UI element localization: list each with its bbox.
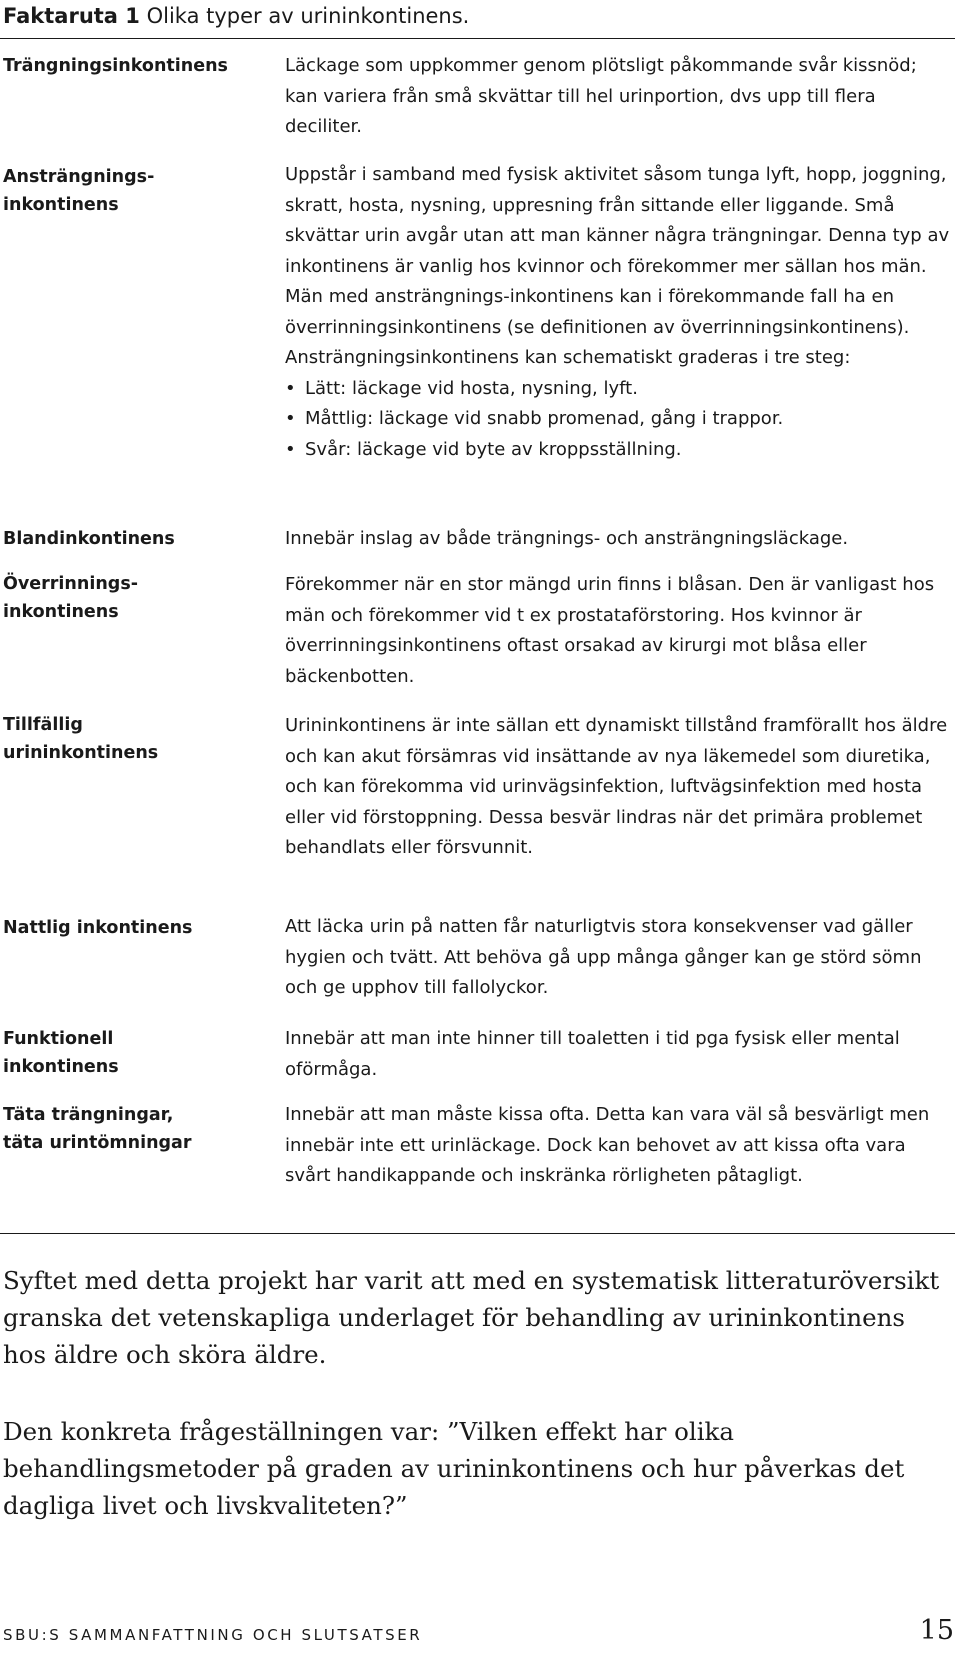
definition-paragraph: Innebär att man inte hinner till toaletten i tid pga fysisk eller mental oförmåga. xyxy=(285,1028,900,1080)
factbox-title xyxy=(3,2,469,30)
factbox-label: Faktaruta 1 xyxy=(3,4,140,28)
term-tillfallig-urininkontinens: Tillfällig urininkontinens xyxy=(3,715,159,763)
definition-funktionell-inkontinens xyxy=(285,1024,955,1085)
definition-trangningsinkontinens xyxy=(285,51,955,143)
definition-paragraph: Urininkontinens är inte sällan ett dynamiskt tillstånd framförallt hos äldre och kan akut försämras vid insättande av nya läkemedel som diuretika, och kan förekomma vid urinvägsinfektion, luftvägsinfektion med hosta eller vid förstoppning. Dessa besvär lindras när det primära problemet behandlats eller försvunnit. xyxy=(285,715,948,858)
definition-nattlig-inkontinens xyxy=(285,912,955,1004)
definition-tillfallig-urininkontinens xyxy=(285,711,955,864)
definition-paragraph: Innebär att man måste kissa ofta. Detta kan vara väl så besvärligt men innebär inte ett urinläckage. Dock kan behovet av att kissa ofta vara svårt handikappande och inskränka rörligheten påtagligt. xyxy=(285,1104,930,1186)
definition-blandinkontinens xyxy=(285,524,955,555)
definition-paragraph: Läckage som uppkommer genom plötsligt påkommande svår kissnöd; kan variera från små skvättar till hel urinportion, dvs upp till flera deciliter. xyxy=(285,55,917,137)
bullet-text: Lätt: läckage vid hosta, nysning, lyft. xyxy=(305,377,638,399)
title-rule xyxy=(0,38,955,39)
running-footer-title: SBU:S SAMMANFATTNING OCH SLUTSATSER xyxy=(3,1626,423,1644)
body-paragraph-purpose: Syftet med detta projekt har varit att med en systematisk litteraturöversikt granska det vetenskapliga underlaget för behandling av urininkontinens hos äldre och sköra äldre. xyxy=(3,1266,940,1369)
definition-paragraph: Innebär inslag av både trängnings- och ansträngningsläckage. xyxy=(285,528,849,549)
severity-bullet xyxy=(285,435,955,466)
bullet-text: Svår: läckage vid byte av kroppsställning. xyxy=(305,438,682,460)
definition-paragraph: Att läcka urin på natten får naturligtvis stora konsekvenser vad gäller hygien och tvätt. Att behöva gå upp många gånger kan ge störd sömn och ge upphov till fallolyckor. xyxy=(285,916,922,998)
definition-paragraph: Förekommer när en stor mängd urin finns i blåsan. Den är vanligast hos män och förekommer vid t ex prostataförstoring. Hos kvinnor är överrinningsinkontinens oftast orsakad av kirurgi mot blåsa eller bäckenbotten. xyxy=(285,574,935,687)
term-tata-trangningar: Täta trängningar, täta urintömningar xyxy=(3,1105,192,1153)
term-blandinkontinens: Blandinkontinens xyxy=(3,529,175,549)
page-number: 15 xyxy=(919,1615,954,1646)
definition-anstrangningsinkontinens xyxy=(285,160,955,465)
bullet-icon: • xyxy=(285,438,296,460)
definition-paragraph: Uppstår i samband med fysisk aktivitet såsom tunga lyft, hopp, joggning, skratt, hosta, nysning, uppresning från sittande eller liggande. Små skvättar urin avgår utan att man känner några trängningar. Denna typ av inkontinens är vanlig hos kvinnor och förekommer mer sällan hos män. Män med ansträngnings-inkontinens kan i förekommande fall ha en överrinningsinkontinens (se definitionen av överrinningsinkontinens). xyxy=(285,164,950,338)
severity-bullet xyxy=(285,404,955,435)
definition-overrinningsinkontinens xyxy=(285,570,955,692)
definition-paragraph: Ansträngningsinkontinens kan schematiskt graderas i tre steg: xyxy=(285,347,851,368)
term-anstrangningsinkontinens: Ansträngnings- inkontinens xyxy=(3,167,155,215)
bullet-icon: • xyxy=(285,408,296,429)
term-funktionell-inkontinens: Funktionell inkontinens xyxy=(3,1029,119,1077)
factbox-title-text: Olika typer av urininkontinens. xyxy=(146,4,470,28)
term-overrinningsinkontinens: Överrinnings- inkontinens xyxy=(3,574,138,622)
bullet-icon: • xyxy=(285,377,296,399)
term-trangningsinkontinens: Trängningsinkontinens xyxy=(3,56,228,76)
definition-tata-trangningar xyxy=(285,1100,955,1192)
bullet-text: Måttlig: läckage vid snabb promenad, gång i trappor. xyxy=(305,408,784,429)
term-nattlig-inkontinens: Nattlig inkontinens xyxy=(3,918,193,938)
factbox-bottom-rule xyxy=(0,1233,955,1234)
severity-bullet xyxy=(285,374,955,405)
body-paragraph-question: Den konkreta frågeställningen var: ”Vilken effekt har olika behandlingsmetoder på graden av urininkontinens och hur påverkas det dagliga livet och livskvaliteten?” xyxy=(3,1417,905,1520)
